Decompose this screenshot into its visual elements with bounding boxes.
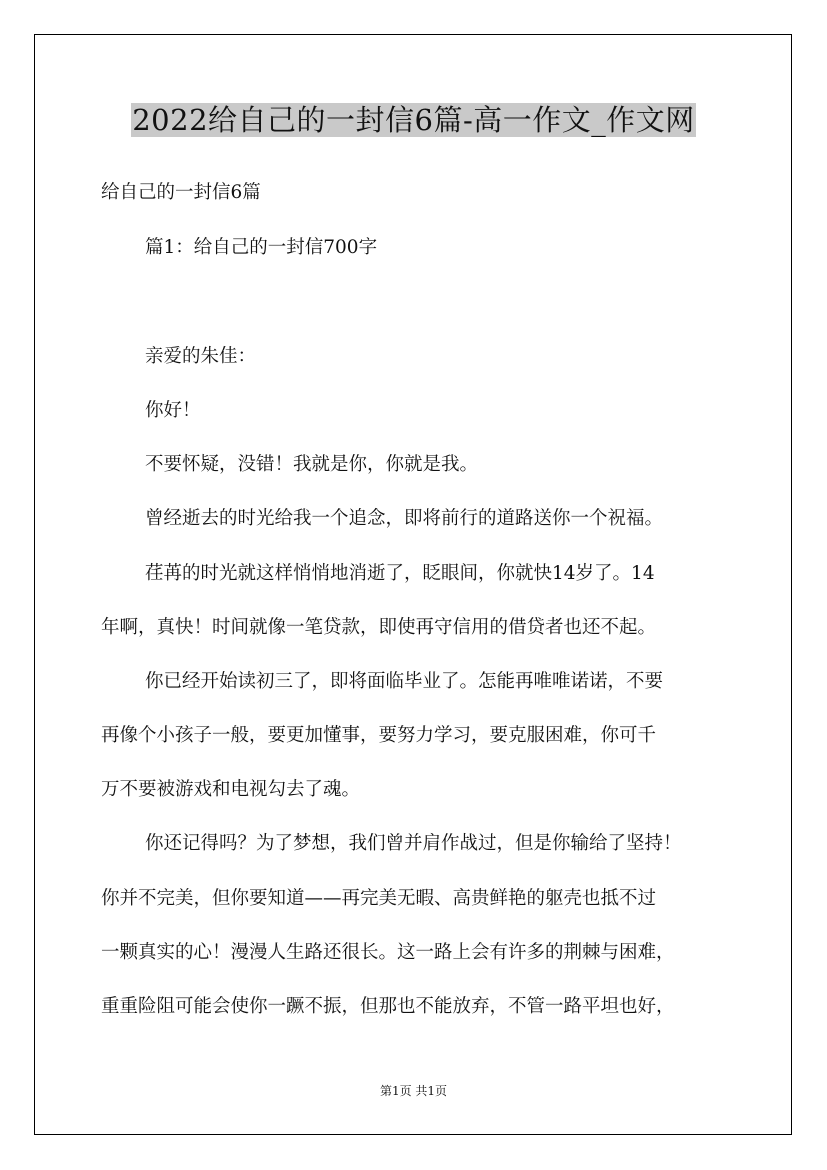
paragraph-line: 荏苒的时光就这样悄悄地消逝了，眨眼间，你就快14岁了。14 [145,563,655,584]
section-heading: 篇1：给自己的一封信700字 [145,237,378,258]
document-subtitle: 给自己的一封信6篇 [101,182,261,203]
paragraph-line: 你好！ [145,400,201,421]
paragraph-line: 不要怀疑，没错！我就是你，你就是我。 [145,454,479,475]
paragraph-line: 年啊，真快！时间就像一笔贷款，即使再守信用的借贷者也还不起。 [101,617,657,638]
paragraph-line: 重重险阻可能会使你一蹶不振，但那也不能放弃，不管一路平坦也好， [101,996,675,1017]
paragraph-line: 再像个小孩子一般，要更加懂事，要努力学习，要克服困难，你可千 [101,725,657,746]
paragraph-line: 你还记得吗？为了梦想，我们曾并肩作战过，但是你输给了坚持！ [145,833,682,854]
letter-greeting: 亲爱的朱佳： [145,346,257,367]
paragraph-line: 曾经逝去的时光给我一个追念，即将前行的道路送你一个祝福。 [145,508,664,529]
paragraph-line: 一颗真实的心！漫漫人生路还很长。这一路上会有许多的荆棘与困难， [101,942,675,963]
paragraph-line: 万不要被游戏和电视勾去了魂。 [101,779,361,800]
document-title: 2022给自己的一封信6篇-高一作文_作文网 [132,103,695,137]
paragraph-line: 你已经开始读初三了，即将面临毕业了。怎能再唯唯诺诺，不要 [145,671,664,692]
page-footer: 第1页 共1页 [379,1084,448,1098]
paragraph-line: 你并不完美，但你要知道——再完美无暇、高贵鲜艳的躯壳也抵不过 [101,888,657,909]
